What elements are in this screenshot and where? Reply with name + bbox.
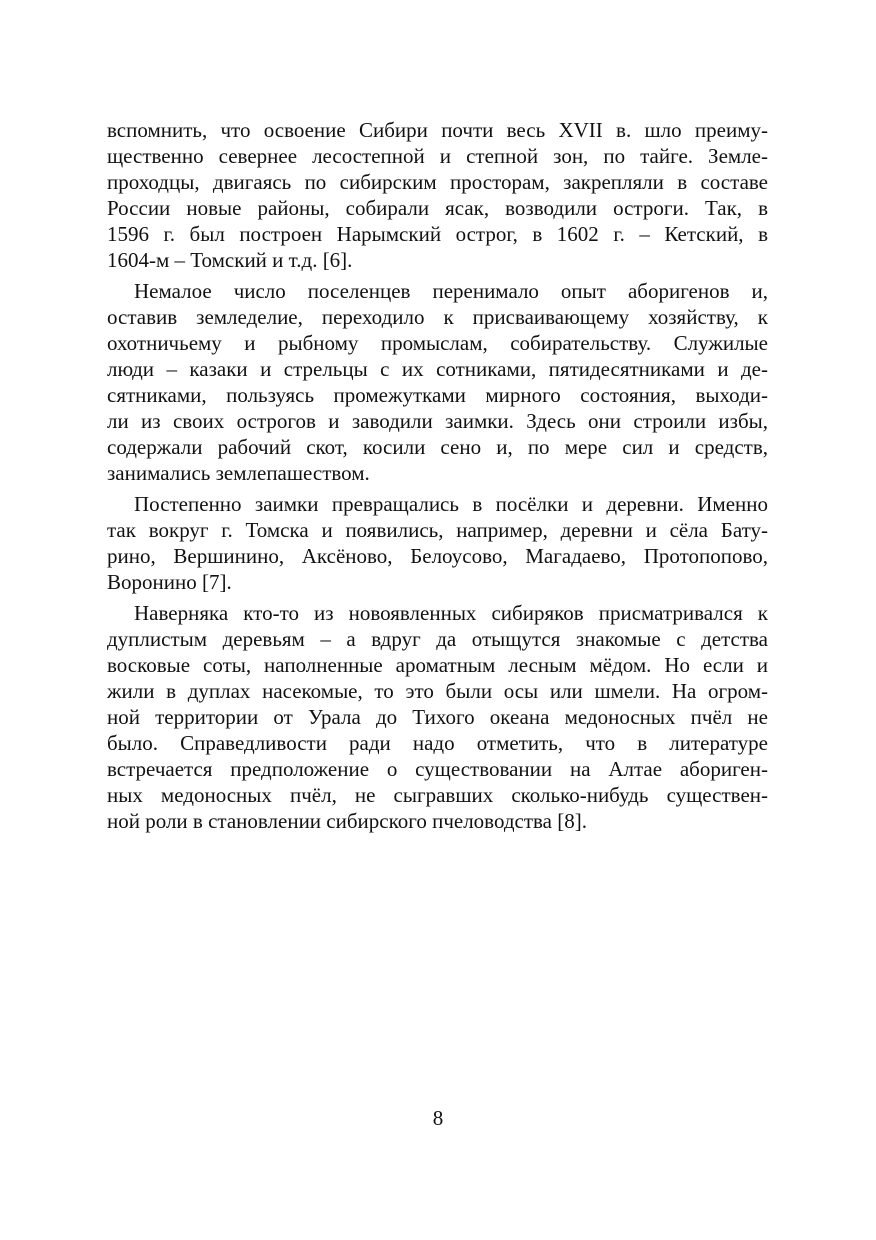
text-line: рино, Вершинино, Аксёново, Белоусово, Магадаево, Протопопово,: [107, 544, 768, 568]
text-line: было. Справедливости ради надо отметить, что в литературе: [107, 731, 768, 755]
text-line: сятниками, пользуясь промежутками мирного состояния, выходи-: [107, 383, 768, 407]
text-line: так вокруг г. Томска и появились, например, деревни и сёла Бату-: [107, 518, 768, 542]
text-line: щественно севернее лесостепной и степной зон, по тайге. Земле-: [107, 144, 768, 168]
text-line: ной территории от Урала до Тихого океана медоносных пчёл не: [107, 705, 768, 729]
text-line: встречается предположение о существовании на Алтае абориген-: [107, 757, 768, 781]
text-line: Немалое число поселенцев перенимало опыт аборигенов и,: [134, 279, 768, 303]
text-line: Наверняка кто-то из новоявленных сибиряков присматривался к: [134, 601, 768, 625]
text-line: ли из своих острогов и заводили заимки. Здесь они строили избы,: [107, 409, 768, 433]
text-line: вспомнить, что освоение Сибири почти весь XVII в. шло преиму-: [107, 118, 768, 142]
text-line: охотничьему и рыбному промыслам, собирательству. Служилые: [107, 331, 768, 355]
text-body: [107, 117, 768, 834]
paragraph-4: [107, 600, 768, 834]
text-line: содержали рабочий скот, косили сено и, по мере сил и средств,: [107, 435, 768, 459]
text-line: ной роли в становлении сибирского пчеловодства [8].: [107, 809, 587, 833]
text-line: России новые районы, собирали ясак, возводили остроги. Так, в: [107, 196, 768, 220]
text-line: восковые соты, наполненные ароматным лесным мёдом. Но если и: [107, 653, 768, 677]
text-line: проходцы, двигаясь по сибирским просторам, закрепляли в составе: [107, 170, 768, 194]
text-line: Воронино [7].: [107, 570, 232, 594]
page-number: 8: [432, 1106, 444, 1130]
paragraph-3: [107, 491, 768, 595]
text-line: 1596 г. был построен Нарымский острог, в 1602 г. – Кетский, в: [107, 222, 768, 246]
text-line: люди – казаки и стрельцы с их сотниками, пятидесятниками и де-: [107, 357, 768, 381]
paragraph-2: [107, 278, 768, 486]
text-line: оставив земледелие, переходило к присваивающему хозяйству, к: [107, 305, 768, 329]
paragraph-1: [107, 117, 768, 273]
text-line: 1604-м – Томский и т.д. [6].: [107, 248, 353, 272]
text-line: Постепенно заимки превращались в посёлки и деревни. Именно: [134, 492, 768, 516]
text-line: ных медоносных пчёл, не сыгравших сколько-нибудь существен-: [107, 783, 768, 807]
text-line: занимались землепашеством.: [107, 461, 370, 485]
text-line: дуплистым деревьям – а вдруг да отыщутся знакомые с детства: [107, 627, 768, 651]
text-line: жили в дуплах насекомые, то это были осы или шмели. На огром-: [107, 679, 768, 703]
